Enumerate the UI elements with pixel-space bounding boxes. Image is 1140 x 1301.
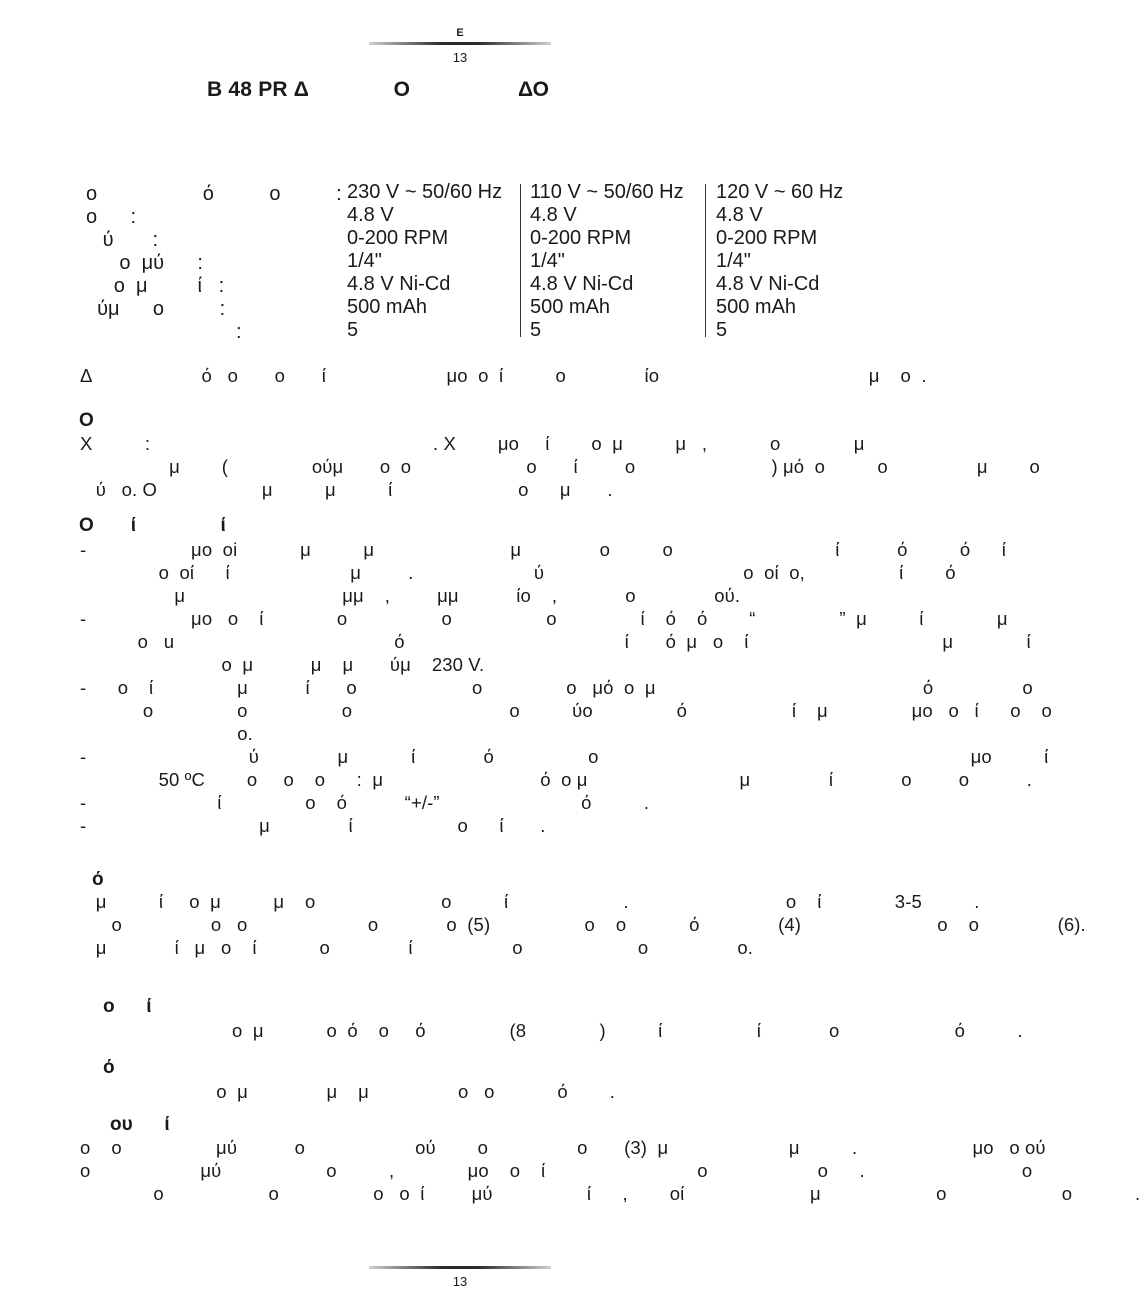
text-line: - ο ί μ ί ο ο ο μό ο μ ό ο bbox=[80, 677, 1033, 698]
text-line: ο ο ο ο ύο ό ί μ μο ο ί ο ο bbox=[80, 700, 1052, 721]
text-line: Χ : . Χ μο ί ο μ μ , ο μ bbox=[80, 433, 865, 454]
spec-label: ο ό ο : bbox=[86, 183, 342, 205]
text-line: μ ί ο μ μ ο ο ί . ο ί 3-5 . bbox=[80, 891, 980, 912]
page-title: B 48 PR Δ Ο ΔΟ bbox=[207, 78, 550, 101]
text-line: ο ο ο ο ο (5) ο ο ό (4) ο ο (6). bbox=[80, 914, 1086, 935]
spec-value: 4.8 V Ni-Cd bbox=[716, 273, 820, 295]
language-code: E bbox=[456, 27, 464, 39]
spec-value: 110 V ~ 50/60 Hz bbox=[530, 181, 684, 203]
column-divider bbox=[520, 184, 521, 337]
spec-value: 1/4" bbox=[530, 250, 565, 272]
text-line: - ί ο ό “+/-” ό . bbox=[80, 792, 650, 813]
spec-label: ο μύ : bbox=[86, 252, 203, 274]
header-page-number: 13 bbox=[452, 50, 468, 65]
spec-value: 4.8 V bbox=[530, 204, 577, 226]
section-heading: ό bbox=[92, 869, 104, 890]
text-line: μ ί μ ο ί ο ί ο ο ο. bbox=[80, 937, 753, 958]
section-heading: ό bbox=[103, 1057, 115, 1078]
text-line: ο. bbox=[80, 723, 253, 744]
text-line: ο μ μ μ ο ο ό . bbox=[80, 1081, 615, 1102]
spec-value: 120 V ~ 60 Hz bbox=[716, 181, 844, 203]
spec-value: 4.8 V Ni-Cd bbox=[347, 273, 451, 295]
spec-value: 4.8 V bbox=[716, 204, 763, 226]
text-line: ύ ο. Ο μ μ ί ο μ . bbox=[80, 479, 613, 500]
spec-value: 5 bbox=[347, 319, 359, 341]
section-body bbox=[80, 432, 1040, 501]
spec-value: 0-200 RPM bbox=[347, 227, 449, 249]
text-line: ο ο ο ο ί μύ ί , οί μ ο ο . bbox=[80, 1183, 1140, 1204]
spec-label: ύμ ο : bbox=[86, 298, 226, 320]
footer-rule bbox=[369, 1266, 551, 1269]
column-divider bbox=[705, 184, 706, 337]
text-line: μ ( ούμ ο ο ο ί ο ) μό ο ο μ ο bbox=[80, 456, 1040, 477]
footer-page-number: 13 bbox=[452, 1274, 468, 1289]
text-line: - μο οi μ μ μ ο ο ί ό ό ί bbox=[80, 539, 1006, 560]
spec-value: 5 bbox=[530, 319, 542, 341]
spec-value: 5 bbox=[716, 319, 728, 341]
spec-value: 500 mAh bbox=[530, 296, 611, 318]
section-heading: ου ί bbox=[110, 1114, 170, 1135]
spec-value: 4.8 V Ni-Cd bbox=[530, 273, 634, 295]
text-line: μ μμ , μμ ίο , ο ού. bbox=[80, 585, 741, 606]
text-line: 50 ºC ο ο ο : μ ό ο μ μ ί ο ο . bbox=[80, 769, 1033, 790]
spec-value: 0-200 RPM bbox=[716, 227, 818, 249]
text-line: - μ ί ο ί . bbox=[80, 815, 546, 836]
notice-text: Δ ό ο ο ί μο ο ί ο ίο μ ο . bbox=[80, 365, 927, 386]
spec-labels bbox=[86, 183, 342, 344]
section-heading: ο ί bbox=[103, 996, 152, 1017]
section-body bbox=[80, 1136, 1140, 1205]
text-line: ο μ ο ό ο ό (8 ) ί ί ο ό . bbox=[80, 1020, 1023, 1041]
header-rule bbox=[369, 42, 551, 45]
spec-column-110v bbox=[530, 181, 684, 342]
spec-value: 4.8 V bbox=[347, 204, 394, 226]
spec-column-230v bbox=[347, 181, 502, 342]
text-line: ο οί ί μ . ύ ο οί ο, ί ό bbox=[80, 562, 956, 583]
spec-label: ο μ ί : bbox=[86, 275, 225, 297]
section-body bbox=[80, 890, 1086, 959]
section-body bbox=[80, 538, 1052, 837]
text-line: - μο ο ί ο ο ο ί ό ό “ ” μ ί μ bbox=[80, 608, 1008, 629]
spec-value: 1/4" bbox=[347, 250, 382, 272]
spec-label: ο : bbox=[86, 206, 137, 228]
spec-value: 500 mAh bbox=[716, 296, 797, 318]
spec-value: 0-200 RPM bbox=[530, 227, 632, 249]
section-body bbox=[80, 1080, 615, 1103]
text-line: ο u ό ί ό μ ο ί μ ί bbox=[80, 631, 1031, 652]
text-line: - ύ μ ί ό ο μο ί bbox=[80, 746, 1049, 767]
section-heading: Ο bbox=[79, 410, 94, 431]
spec-value: 1/4" bbox=[716, 250, 751, 272]
spec-value: 500 mAh bbox=[347, 296, 428, 318]
spec-label: : bbox=[86, 321, 242, 343]
spec-column-120v bbox=[716, 181, 843, 342]
spec-value: 230 V ~ 50/60 Hz bbox=[347, 181, 503, 203]
section-body bbox=[80, 1019, 1023, 1042]
section-heading: Ο ί ί bbox=[79, 515, 226, 536]
text-line: ο ο μύ ο ού ο ο (3) μ μ . μο ο ού bbox=[80, 1137, 1046, 1158]
spec-label: ύ : bbox=[86, 229, 159, 251]
text-line: ο μύ ο , μο ο ί ο ο . ο bbox=[80, 1160, 1033, 1181]
text-line: ο μ μ μ ύμ 230 V. bbox=[80, 654, 485, 675]
